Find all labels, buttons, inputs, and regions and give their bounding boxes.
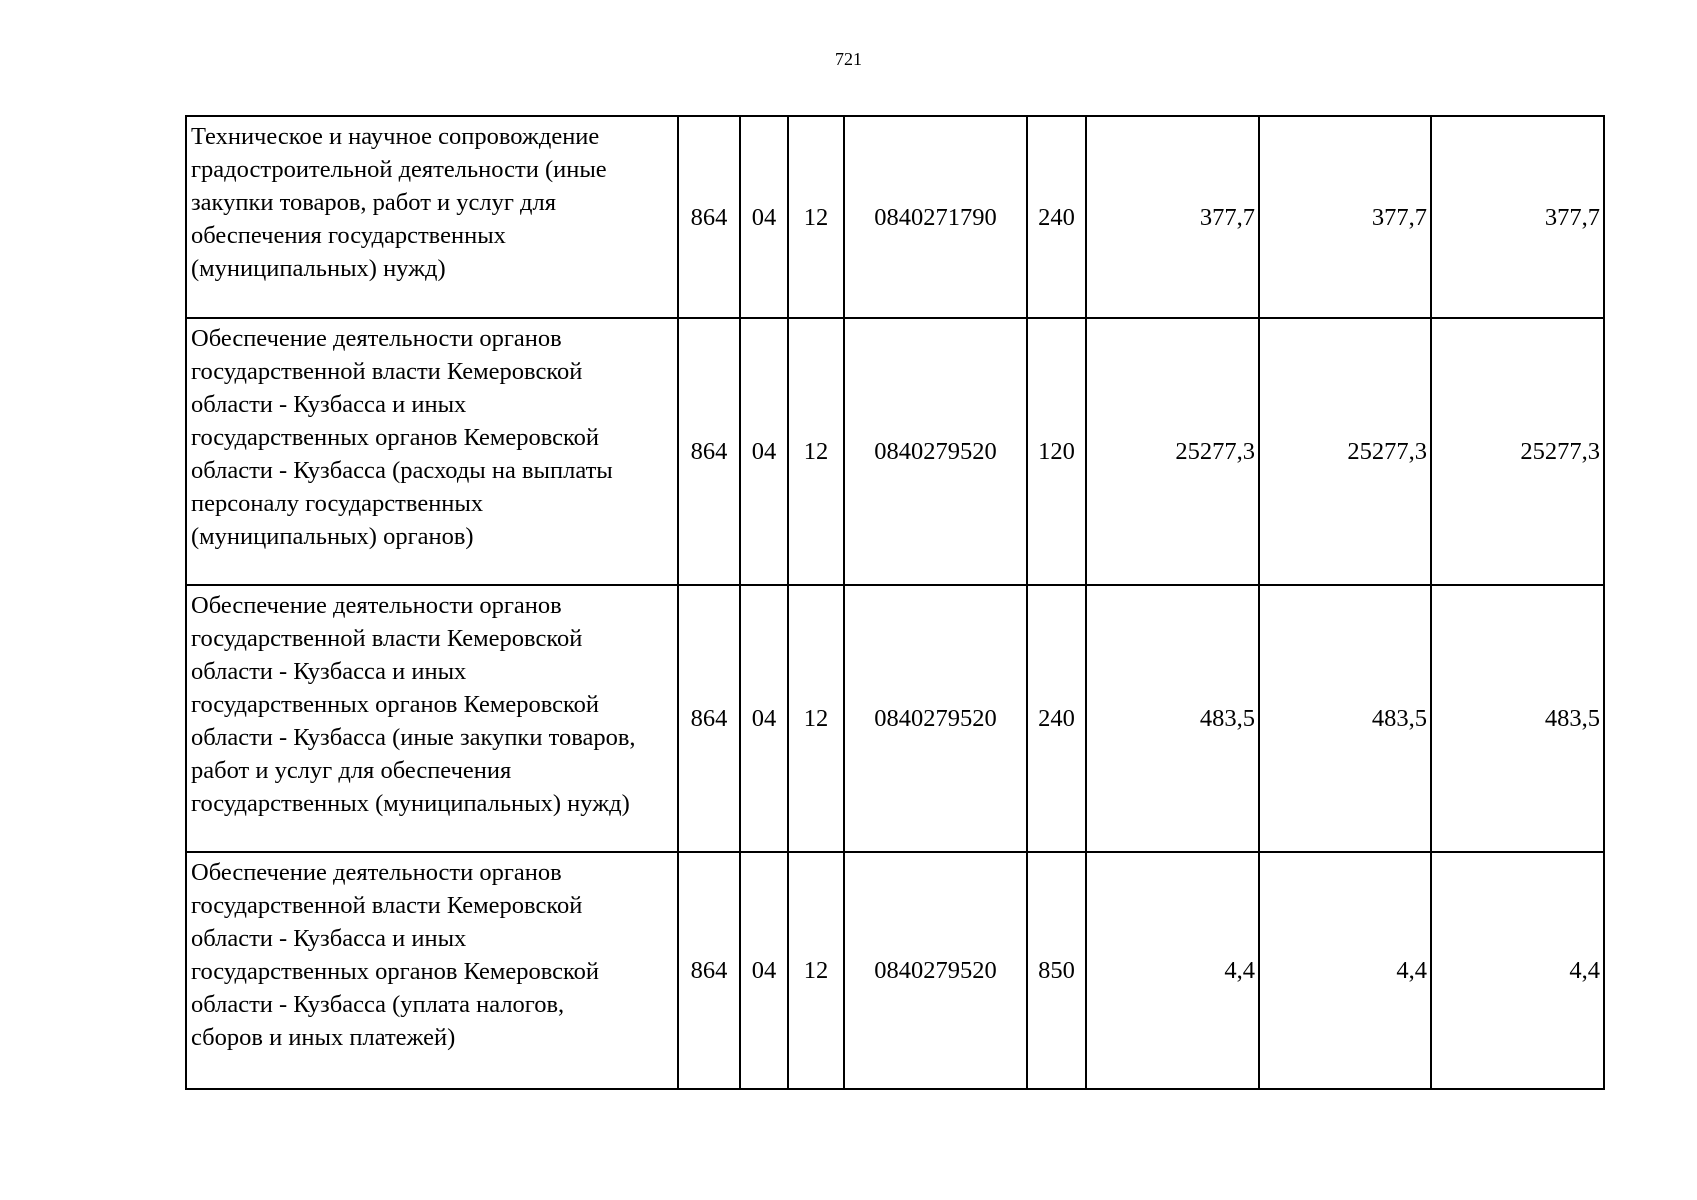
- amount-year-2-cell: 483,5: [1259, 585, 1431, 852]
- target-article-cell: 0840271790: [844, 116, 1027, 318]
- amount-year-2-cell: 25277,3: [1259, 318, 1431, 585]
- expense-name-line: персоналу государственных: [191, 490, 484, 517]
- expense-type-cell: 850: [1027, 852, 1086, 1089]
- ministry-code-cell: 864: [678, 116, 740, 318]
- expense-name-line: Техническое и научное сопровождение: [191, 123, 600, 150]
- amount-year-1-cell: 4,4: [1086, 852, 1259, 1089]
- section-code-cell: 04: [740, 585, 788, 852]
- expense-name-line: государственных органов Кемеровской: [191, 424, 600, 451]
- subsection-code-cell: 12: [788, 116, 844, 318]
- expense-name-line: (муниципальных) нужд): [191, 255, 446, 282]
- target-article-cell: 0840279520: [844, 318, 1027, 585]
- expense-name-line: закупки товаров, работ и услуг для: [191, 189, 556, 216]
- expense-name-cell: [186, 318, 678, 585]
- table-row: [186, 318, 1604, 585]
- expense-name-line: работ и услуг для обеспечения: [191, 757, 512, 784]
- expense-name-line: государственной власти Кемеровской: [191, 892, 583, 919]
- section-code-cell: 04: [740, 852, 788, 1089]
- page-number: 721: [835, 49, 862, 69]
- expense-name-line: области - Кузбасса (уплата налогов,: [191, 991, 565, 1018]
- amount-year-1-cell: 483,5: [1086, 585, 1259, 852]
- expense-name-cell: [186, 116, 678, 318]
- amount-year-3-cell: 483,5: [1431, 585, 1604, 852]
- expense-name-cell: [186, 585, 678, 852]
- amount-year-3-cell: 4,4: [1431, 852, 1604, 1089]
- subsection-code-cell: 12: [788, 318, 844, 585]
- amount-year-2-cell: 377,7: [1259, 116, 1431, 318]
- expense-type-cell: 240: [1027, 585, 1086, 852]
- table-row: [186, 116, 1604, 318]
- expense-name-line: градостроительной деятельности (иные: [191, 156, 607, 183]
- expense-type-cell: 120: [1027, 318, 1086, 585]
- expense-name-line: государственных органов Кемеровской: [191, 691, 600, 718]
- target-article-cell: 0840279520: [844, 585, 1027, 852]
- target-article-cell: 0840279520: [844, 852, 1027, 1089]
- amount-year-1-cell: 377,7: [1086, 116, 1259, 318]
- amount-year-1-cell: 25277,3: [1086, 318, 1259, 585]
- expense-name-line: Обеспечение деятельности органов: [191, 592, 562, 619]
- amount-year-3-cell: 25277,3: [1431, 318, 1604, 585]
- amount-year-2-cell: 4,4: [1259, 852, 1431, 1089]
- section-code-cell: 04: [740, 116, 788, 318]
- expense-name-cell: [186, 852, 678, 1089]
- section-code-cell: 04: [740, 318, 788, 585]
- table-row: [186, 852, 1604, 1089]
- table-row: [186, 585, 1604, 852]
- ministry-code-cell: 864: [678, 852, 740, 1089]
- expense-name-line: обеспечения государственных: [191, 222, 506, 249]
- ministry-code-cell: 864: [678, 585, 740, 852]
- subsection-code-cell: 12: [788, 585, 844, 852]
- expense-name-line: сборов и иных платежей): [191, 1024, 456, 1051]
- ministry-code-cell: 864: [678, 318, 740, 585]
- amount-year-3-cell: 377,7: [1431, 116, 1604, 318]
- expense-name-line: области - Кузбасса и иных: [191, 658, 467, 685]
- expense-name-line: области - Кузбасса (иные закупки товаров,: [191, 724, 636, 751]
- expense-name-line: государственных органов Кемеровской: [191, 958, 600, 985]
- budget-table: [185, 115, 1605, 1090]
- expense-name-line: области - Кузбасса и иных: [191, 391, 467, 418]
- expense-name-line: государственных (муниципальных) нужд): [191, 790, 630, 817]
- subsection-code-cell: 12: [788, 852, 844, 1089]
- expense-name-line: государственной власти Кемеровской: [191, 358, 583, 385]
- expense-name-line: Обеспечение деятельности органов: [191, 325, 562, 352]
- expense-name-line: области - Кузбасса (расходы на выплаты: [191, 457, 613, 484]
- expense-name-line: (муниципальных) органов): [191, 523, 474, 550]
- expense-type-cell: 240: [1027, 116, 1086, 318]
- expense-name-line: Обеспечение деятельности органов: [191, 859, 562, 886]
- expense-name-line: государственной власти Кемеровской: [191, 625, 583, 652]
- expense-name-line: области - Кузбасса и иных: [191, 925, 467, 952]
